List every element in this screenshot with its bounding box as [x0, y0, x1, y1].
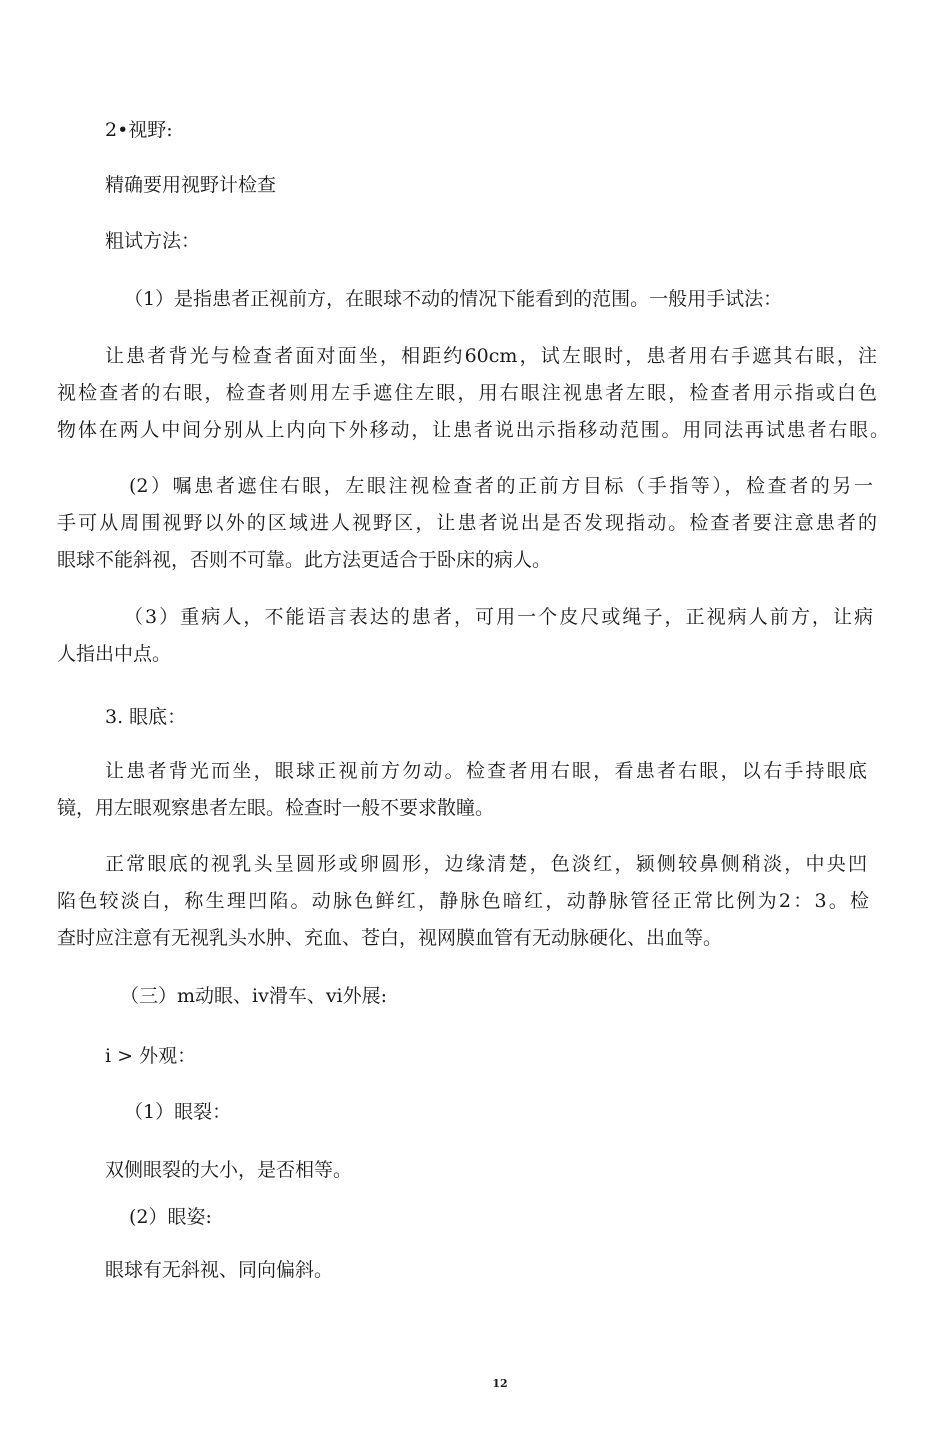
method1-line-1: 让患者背光与检查者面对面坐，相距约60cm，试左眼时，患者用右手遮其右眼，注 — [105, 345, 877, 367]
method3-line-1: （3）重病人，不能语言表达的患者，可用一个皮尺或绳子，正视病人前方，让病 — [124, 606, 873, 628]
paragraph-fissure-text: 双侧眼裂的大小，是否相等。 — [105, 1159, 353, 1181]
method2-line-1: (2）嘱患者遮住右眼，左眼注视检查者的正前方目标（手指等），检查者的另一 — [129, 475, 873, 497]
paragraph-posture-text: 眼球有无斜视、同向偏斜。 — [105, 1259, 334, 1281]
section-heading-cranial-nerves: （三）m动眼、iv滑车、vi外展: — [120, 985, 388, 1007]
section-heading-visual-field: 2•视野: — [105, 119, 173, 141]
section-heading-fundus: 3. 眼底： — [105, 706, 187, 728]
method2-line-2: 手可从周围视野以外的区域进人视野区，让患者说出是否发现指动。检查者要注意患者的 — [57, 512, 877, 534]
paragraph-precise-method: 精确要用视野计检查 — [105, 174, 277, 196]
normal-fundus-line-3: 查时应注意有无视乳头水肿、充血、苍白，视网膜血管有无动脉硬化、出血等。 — [57, 927, 723, 949]
method2-line-3: 眼球不能斜视，否则不可靠。此方法更适合于卧床的病人。 — [57, 549, 552, 571]
method1-intro: （1）是指患者正视前方，在眼球不动的情况下能看到的范围。一般用手试法： — [124, 288, 783, 310]
item-eye-posture: (2）眼姿: — [129, 1206, 212, 1228]
normal-fundus-line-1: 正常眼底的视乳头呈圆形或卵圆形，边缘清楚，色淡红，颍侧较鼻侧稍淡，中央凹 — [105, 853, 867, 875]
method1-line-3: 物体在两人中间分别从上内向下外移动，让患者说出示指移动范围。用同法再试患者右眼。 — [57, 419, 889, 441]
page-number: 12 — [492, 1377, 508, 1390]
fundus-line-1: 让患者背光而坐，眼球正视前方勿动。检查者用右眼，看患者右眼，以右手持眼底 — [105, 760, 867, 782]
fundus-line-2: 镜，用左眼观察患者左眼。检查时一般不要求散瞳。 — [57, 797, 495, 819]
method1-line-2: 视检查者的右眼，检查者则用左手遮住左眼，用右眼注视患者左眼，检查者用示指或白色 — [57, 382, 877, 404]
paragraph-rough-method-title: 粗试方法： — [105, 230, 201, 252]
method3-line-2: 人指出中点。 — [57, 643, 172, 665]
subheading-appearance: i > 外观： — [105, 1045, 197, 1067]
item-palpebral-fissure: （1）眼裂： — [124, 1101, 232, 1123]
normal-fundus-line-2: 陷色较淡白，称生理凹陷。动脉色鲜红，静脉色暗红，动静脉管径正常比例为2：3。检 — [57, 890, 869, 912]
